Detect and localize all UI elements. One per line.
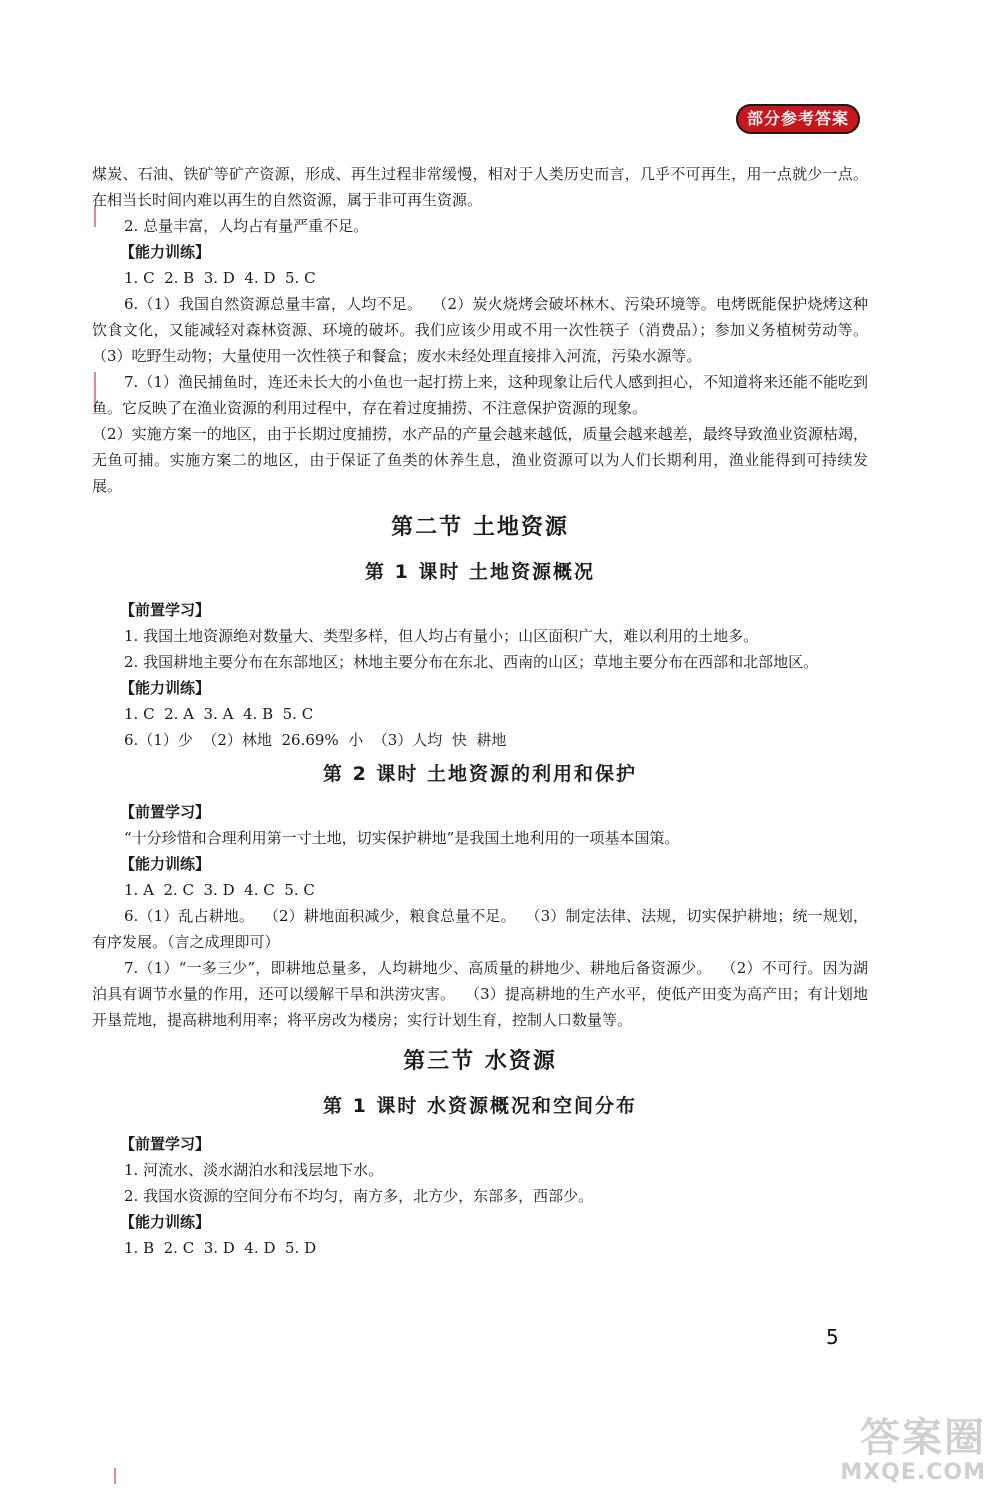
answer-paragraph: 1. C 2. A 3. A 4. B 5. C (124, 705, 314, 723)
section-tag: 【前置学习】 (120, 803, 211, 821)
margin-mark (114, 1468, 116, 1484)
watermark-url: MXQE.COM (840, 1460, 986, 1485)
lesson-heading: 第 1 课时 土地资源概况 (364, 561, 596, 583)
answer-paragraph: （2）实施方案一的地区，由于长期过度捕捞，水产品的产量会越来越低，质量会越来越差，最终导致渔业资源枯竭，无鱼可捕。实施方案二的地区，由于保证了鱼类的休养生息，渔业资源可以为人们长期利用，渔业能得到可持续发展。 (92, 425, 868, 495)
answer-paragraph: 2. 我国水资源的空间分布不均匀，南方多，北方少，东部多，西部少。 (124, 1187, 594, 1205)
section-tag: 【能力训练】 (120, 243, 211, 261)
page-number: 5 (826, 1325, 839, 1349)
section-tag: 【能力训练】 (120, 679, 211, 697)
answer-paragraph: 1. C 2. B 3. D 4. D 5. C (124, 269, 316, 287)
watermark (840, 1415, 986, 1485)
answer-paragraph: 1. A 2. C 3. D 4. C 5. C (124, 881, 315, 899)
section-tag: 【能力训练】 (120, 1213, 211, 1231)
watermark-logo-text: 答案圈 (860, 1415, 986, 1461)
answer-paragraph: 2. 总量丰富，人均占有量严重不足。 (124, 217, 369, 235)
answer-paragraph: 煤炭、石油、铁矿等矿产资源，形成、再生过程非常缓慢，相对于人类历史而言，几乎不可再生，用一点就少一点。在相当长时间内难以再生的自然资源，属于非可再生资源。 (92, 165, 868, 209)
answer-paragraph: 7.（1）“一多三少”，即耕地总量多，人均耕地少、高质量的耕地少、耕地后备资源少。 （2）不可行。因为湖泊具有调节水量的作用，还可以缓解干旱和洪涝灾害。 （3）提高耕地的生产水平，使低产田变为高产田；有计划地开垦荒地，提高耕地利用率；将平房改为楼房；实行计划生育，控制人口数量等。 (92, 959, 868, 1029)
lesson-heading: 第 1 课时 水资源概况和空间分布 (322, 1095, 638, 1117)
section-tag: 【能力训练】 (120, 855, 211, 873)
section-tag: 【前置学习】 (120, 601, 211, 619)
section-heading: 第三节 水资源 (403, 1049, 557, 1074)
answer-paragraph: 1. 我国土地资源绝对数量大、类型多样，但人均占有量小；山区面积广大，难以利用的土地多。 (124, 627, 759, 645)
section-heading: 第二节 土地资源 (391, 515, 569, 540)
answer-paragraph: 1. 河流水、淡水湖泊水和浅层地下水。 (124, 1161, 384, 1179)
answer-paragraph: 6.（1）我国自然资源总量丰富，人均不足。 （2）炭火烧烤会破坏林木、污染环境等。电烤既能保护烧烤这种饮食文化，又能减轻对森林资源、环境的破坏。我们应该少用或不用一次性筷子（消费品）；参加义务植树劳动等。 （3）吃野生动物；大量使用一次性筷子和餐盒；废水未经处理直接排入河流，污染水源等。 (92, 295, 878, 365)
section-tag: 【前置学习】 (120, 1135, 211, 1153)
answer-content (92, 161, 878, 1261)
lesson-heading: 第 2 课时 土地资源的利用和保护 (322, 763, 638, 785)
answer-paragraph: 6.（1）乱占耕地。 （2）耕地面积减少，粮食总量不足。 （3）制定法律、法规，切实保护耕地；统一规划，有序发展。（言之成理即可） (92, 907, 868, 951)
answer-key-badge: 部分参考答案 (736, 104, 860, 134)
answer-paragraph: 1. B 2. C 3. D 4. D 5. D (124, 1239, 317, 1257)
answer-paragraph: 6.（1）少 （2）林地 26.69% 小 （3）人均 快 耕地 (124, 731, 507, 749)
answer-paragraph: 2. 我国耕地主要分布在东部地区；林地主要分布在东北、西南的山区；草地主要分布在西部和北部地区。 (124, 653, 819, 671)
answer-paragraph: 7.（1）渔民捕鱼时，连还未长大的小鱼也一起打捞上来，这种现象让后代人感到担心，不知道将来还能不能吃到鱼。它反映了在渔业资源的利用过程中，存在着过度捕捞、不注意保护资源的现象。 (92, 373, 868, 417)
answer-paragraph: “十分珍惜和合理利用第一寸土地，切实保护耕地”是我国土地利用的一项基本国策。 (124, 829, 680, 847)
